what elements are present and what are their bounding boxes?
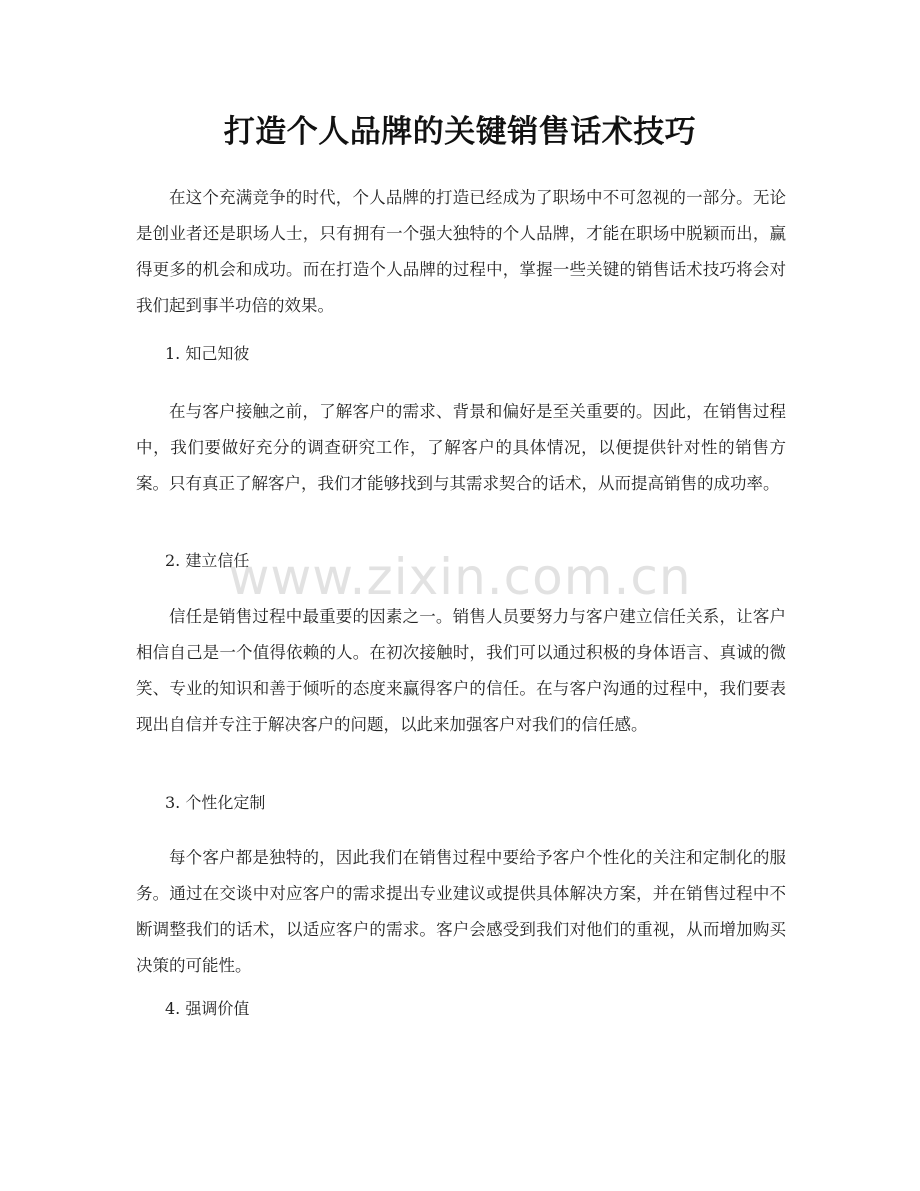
section-2-body: 信任是销售过程中最重要的因素之一。销售人员要努力与客户建立信任关系，让客户相信自己是一个值得依赖的人。在初次接触时，我们可以通过积极的身体语言、真诚的微笑、专业的知识和善于倾听的态度来赢得客户的信任。在与客户沟通的过程中，我们要表现出自信并专注于解决客户的问题，以此来加强客户对我们的信任感。 bbox=[136, 607, 786, 734]
watermark: www.zixin.com.cn bbox=[228, 548, 692, 606]
section-4-heading: 4. 强调价值 bbox=[165, 999, 250, 1018]
section-1-heading: 1. 知己知彼 bbox=[165, 344, 250, 363]
section-3-heading: 3. 个性化定制 bbox=[165, 793, 266, 812]
section-3-body: 每个客户都是独特的，因此我们在销售过程中要给予客户个性化的关注和定制化的服务。通过在交谈中对应客户的需求提出专业建议或提供具体解决方案，并在销售过程中不断调整我们的话术，以适应客户的需求。客户会感受到我们对他们的重视，从而增加购买决策的可能性。 bbox=[136, 848, 786, 975]
intro-paragraph: 在这个充满竞争的时代，个人品牌的打造已经成为了职场中不可忽视的一部分。无论是创业者还是职场人士，只有拥有一个强大独特的个人品牌，才能在职场中脱颖而出，赢得更多的机会和成功。而在打造个人品牌的过程中，掌握一些关键的销售话术技巧将会对我们起到事半功倍的效果。 bbox=[136, 188, 786, 315]
page-title: 打造个人品牌的关键销售话术技巧 bbox=[223, 114, 697, 150]
section-2-heading: 2. 建立信任 bbox=[165, 551, 250, 570]
section-1-body: 在与客户接触之前，了解客户的需求、背景和偏好是至关重要的。因此，在销售过程中，我们要做好充分的调查研究工作，了解客户的具体情况，以便提供针对性的销售方案。只有真正了解客户，我们才能够找到与其需求契合的话术，从而提高销售的成功率。 bbox=[136, 402, 786, 493]
